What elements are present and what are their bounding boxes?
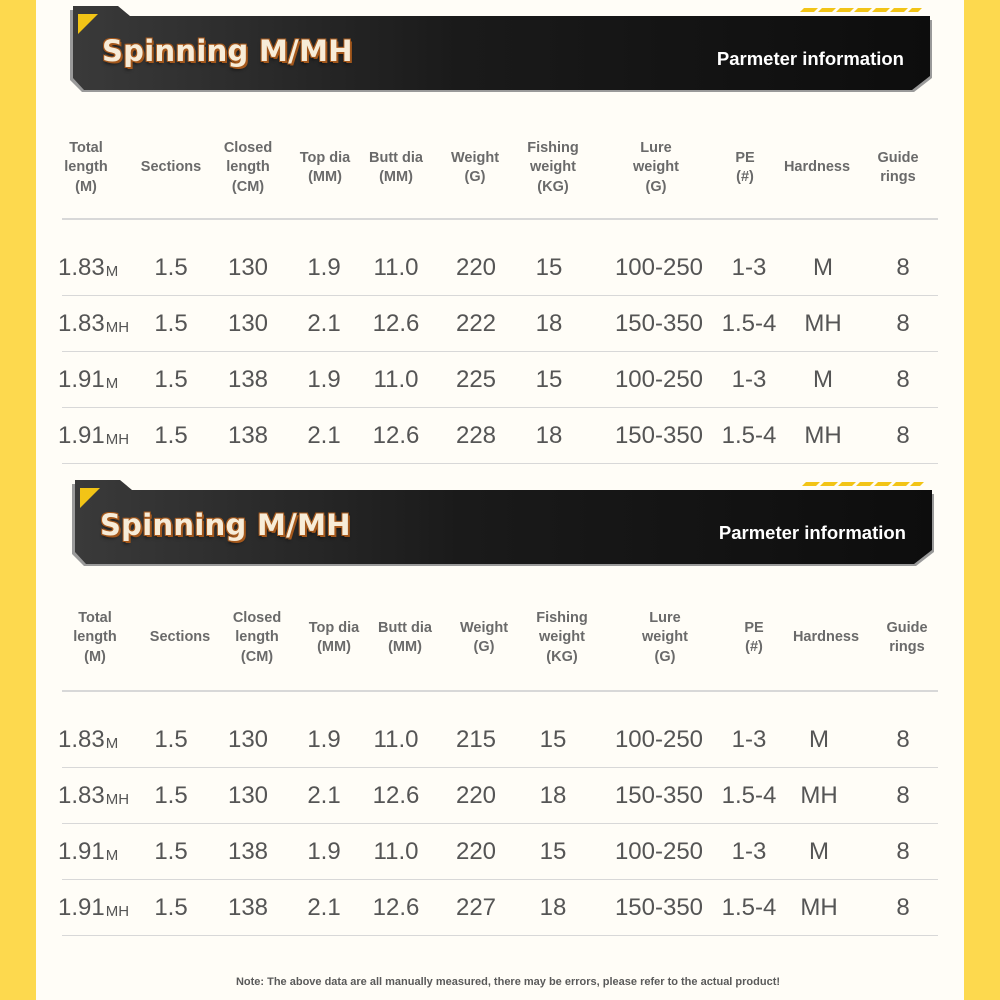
- cell-hardness: MH: [800, 782, 838, 809]
- cell-butt-dia: 11.0: [373, 726, 419, 753]
- table-header-row: [0, 598, 1000, 678]
- col-header-closed-length: Closed length (CM): [232, 609, 282, 665]
- col-header-top-dia: Top dia (MM): [308, 619, 360, 655]
- header-divider: [62, 218, 938, 220]
- cell-butt-dia: 12.6: [372, 782, 420, 809]
- table-row: [0, 408, 1000, 464]
- cell-weight: 220: [455, 254, 497, 281]
- col-header-butt-dia: Butt dia (MM): [378, 619, 432, 655]
- cell-top-dia: 1.9: [307, 366, 341, 393]
- cell-sections: 1.5: [154, 310, 188, 337]
- cell-total-length: 1.91 MH: [58, 422, 130, 449]
- cell-lure-weight: 100-250: [614, 726, 704, 753]
- col-header-fishing-weight: Fishing weight (KG): [536, 609, 588, 665]
- row-divider: [62, 935, 938, 936]
- cell-weight: 228: [455, 422, 497, 449]
- cell-lure-weight: 150-350: [614, 782, 704, 809]
- table-row: [0, 824, 1000, 880]
- cell-butt-dia: 11.0: [373, 366, 419, 393]
- cell-hardness: MH: [804, 422, 842, 449]
- cell-sections: 1.5: [154, 726, 188, 753]
- cell-guide-rings: 8: [896, 726, 910, 753]
- table-row: [0, 352, 1000, 408]
- cell-weight: 220: [455, 782, 497, 809]
- cell-fishing-weight: 18: [535, 422, 563, 449]
- cell-total-length: 1.91 M: [58, 838, 119, 865]
- cell-fishing-weight: 18: [539, 894, 567, 921]
- cell-guide-rings: 8: [896, 838, 910, 865]
- cell-guide-rings: 8: [896, 894, 910, 921]
- cell-butt-dia: 11.0: [373, 838, 419, 865]
- cell-hardness: M: [809, 726, 829, 753]
- cell-sections: 1.5: [154, 254, 188, 281]
- table-header-row: [0, 128, 1000, 208]
- cell-pe: 1-3: [731, 726, 767, 753]
- cell-total-length: 1.83 MH: [58, 310, 130, 337]
- banner-stripes: [802, 482, 924, 486]
- row-divider: [62, 463, 938, 464]
- col-header-fishing-weight: Fishing weight (KG): [527, 139, 579, 195]
- cell-fishing-weight: 15: [535, 366, 563, 393]
- cell-total-length: 1.83 M: [58, 726, 119, 753]
- cell-total-length: 1.83 M: [58, 254, 119, 281]
- cell-sections: 1.5: [154, 838, 188, 865]
- cell-weight: 227: [455, 894, 497, 921]
- cell-lure-weight: 100-250: [614, 254, 704, 281]
- col-header-top-dia: Top dia (MM): [299, 149, 351, 185]
- col-header-total-length: Total length (M): [64, 139, 108, 195]
- cell-total-length: 1.91 M: [58, 366, 119, 393]
- cell-weight: 215: [455, 726, 497, 753]
- cell-top-dia: 2.1: [307, 422, 341, 449]
- table-row: [0, 296, 1000, 352]
- col-header-hardness: Hardness: [792, 629, 860, 646]
- col-header-closed-length: Closed length (CM): [223, 139, 273, 195]
- cell-guide-rings: 8: [896, 366, 910, 393]
- cell-closed-length: 130: [227, 726, 269, 753]
- cell-lure-weight: 100-250: [614, 366, 704, 393]
- col-header-hardness: Hardness: [783, 159, 851, 176]
- cell-weight: 220: [455, 838, 497, 865]
- cell-hardness: MH: [800, 894, 838, 921]
- cell-top-dia: 2.1: [307, 894, 341, 921]
- cell-pe: 1.5-4: [721, 782, 777, 809]
- cell-lure-weight: 150-350: [614, 894, 704, 921]
- cell-hardness: MH: [804, 310, 842, 337]
- cell-weight: 222: [455, 310, 497, 337]
- cell-fishing-weight: 18: [535, 310, 563, 337]
- cell-fishing-weight: 15: [539, 838, 567, 865]
- col-header-weight: Weight (G): [459, 619, 509, 655]
- cell-butt-dia: 11.0: [373, 254, 419, 281]
- cell-sections: 1.5: [154, 782, 188, 809]
- cell-pe: 1.5-4: [721, 310, 777, 337]
- cell-butt-dia: 12.6: [372, 422, 420, 449]
- col-header-guide-rings: Guide rings: [877, 149, 919, 185]
- col-header-pe: PE (#): [735, 149, 755, 185]
- col-header-butt-dia: Butt dia (MM): [369, 149, 423, 185]
- cell-top-dia: 1.9: [307, 726, 341, 753]
- cell-guide-rings: 8: [896, 254, 910, 281]
- cell-top-dia: 1.9: [307, 838, 341, 865]
- cell-fishing-weight: 15: [535, 254, 563, 281]
- cell-closed-length: 138: [227, 894, 269, 921]
- col-header-sections: Sections: [140, 159, 202, 176]
- cell-sections: 1.5: [154, 366, 188, 393]
- cell-closed-length: 130: [227, 254, 269, 281]
- cell-fishing-weight: 18: [539, 782, 567, 809]
- col-header-lure-weight: Lure weight (G): [633, 139, 679, 195]
- cell-lure-weight: 150-350: [614, 310, 704, 337]
- cell-pe: 1-3: [731, 254, 767, 281]
- cell-fishing-weight: 15: [539, 726, 567, 753]
- cell-hardness: M: [813, 366, 833, 393]
- cell-total-length: 1.83 MH: [58, 782, 130, 809]
- cell-lure-weight: 100-250: [614, 838, 704, 865]
- cell-pe: 1.5-4: [721, 422, 777, 449]
- cell-closed-length: 130: [227, 310, 269, 337]
- cell-top-dia: 2.1: [307, 782, 341, 809]
- cell-pe: 1.5-4: [721, 894, 777, 921]
- cell-sections: 1.5: [154, 894, 188, 921]
- col-header-pe: PE (#): [744, 619, 764, 655]
- cell-guide-rings: 8: [896, 310, 910, 337]
- col-header-lure-weight: Lure weight (G): [642, 609, 688, 665]
- cell-closed-length: 138: [227, 422, 269, 449]
- cell-total-length: 1.91 MH: [58, 894, 130, 921]
- section-banner: [70, 4, 932, 92]
- table-row: [0, 240, 1000, 296]
- section-banner: [72, 478, 934, 566]
- col-header-guide-rings: Guide rings: [886, 619, 928, 655]
- cell-hardness: M: [813, 254, 833, 281]
- banner-stripes: [800, 8, 922, 12]
- cell-closed-length: 138: [227, 366, 269, 393]
- table-row: [0, 768, 1000, 824]
- cell-pe: 1-3: [731, 366, 767, 393]
- table-row: [0, 712, 1000, 768]
- section-title: Spinning M/MH: [102, 34, 353, 68]
- cell-butt-dia: 12.6: [372, 894, 420, 921]
- cell-butt-dia: 12.6: [372, 310, 420, 337]
- cell-lure-weight: 150-350: [614, 422, 704, 449]
- cell-top-dia: 1.9: [307, 254, 341, 281]
- cell-guide-rings: 8: [896, 422, 910, 449]
- cell-pe: 1-3: [731, 838, 767, 865]
- cell-closed-length: 138: [227, 838, 269, 865]
- col-header-weight: Weight (G): [450, 149, 500, 185]
- section-subtitle: Parmeter information: [716, 48, 904, 69]
- header-divider: [62, 690, 938, 692]
- col-header-sections: Sections: [149, 629, 211, 646]
- cell-weight: 225: [455, 366, 497, 393]
- col-header-total-length: Total length (M): [73, 609, 117, 665]
- section-subtitle: Parmeter information: [718, 522, 906, 543]
- table-row: [0, 880, 1000, 936]
- cell-sections: 1.5: [154, 422, 188, 449]
- cell-top-dia: 2.1: [307, 310, 341, 337]
- cell-closed-length: 130: [227, 782, 269, 809]
- cell-guide-rings: 8: [896, 782, 910, 809]
- section-title: Spinning M/MH: [100, 508, 351, 542]
- cell-hardness: M: [809, 838, 829, 865]
- disclaimer-note: Note: The above data are all manually measured, there may be errors, please refer to the actual product!: [235, 976, 781, 988]
